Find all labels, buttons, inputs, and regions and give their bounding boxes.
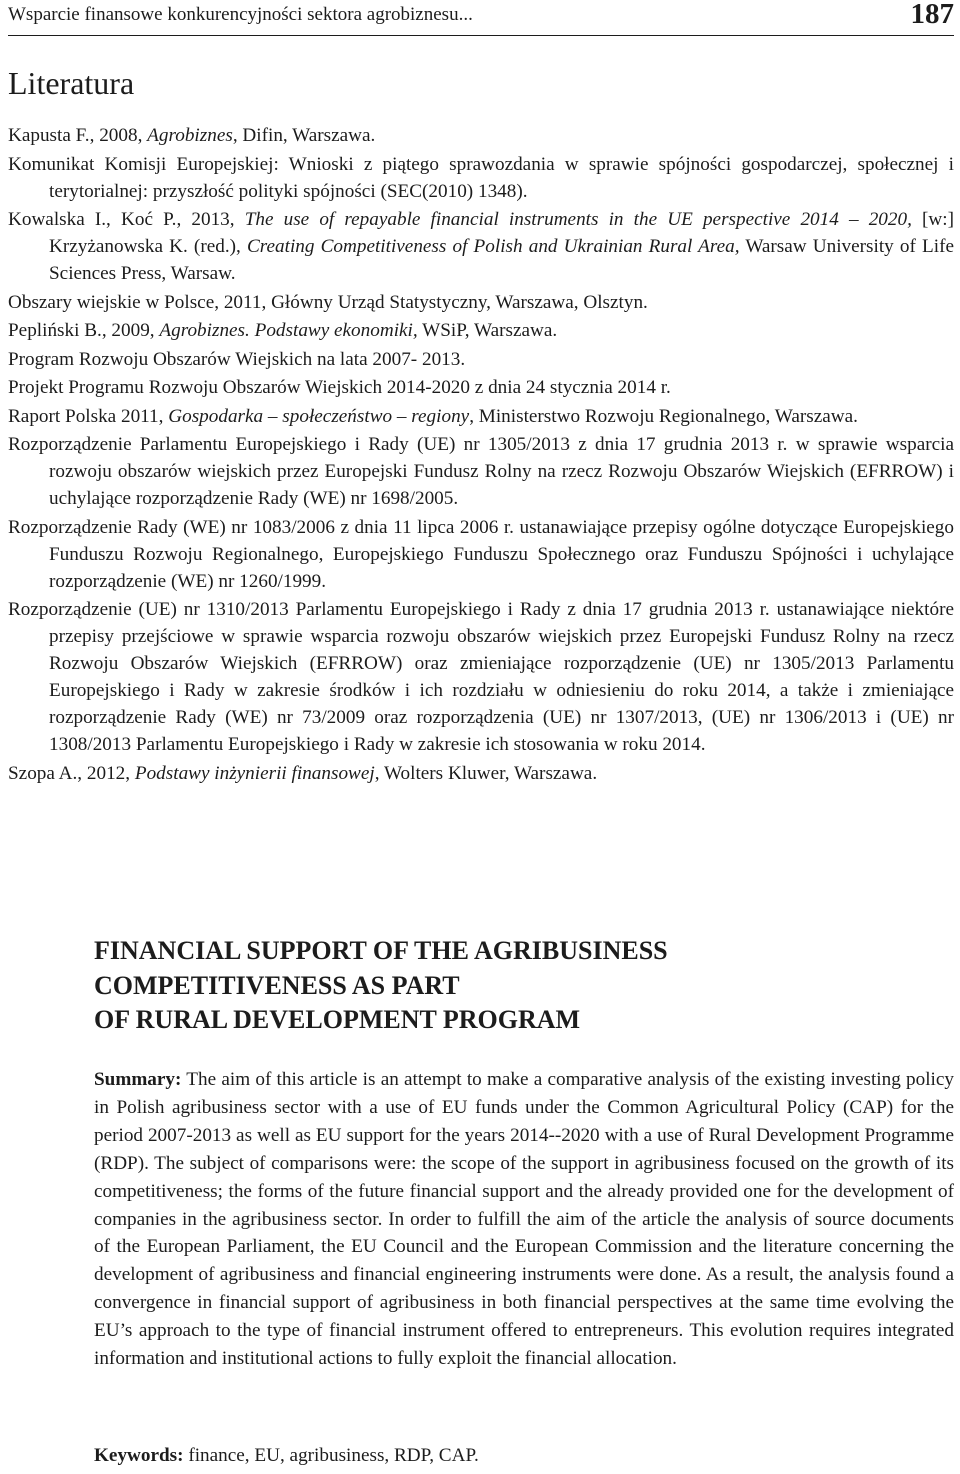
reference-item	[8, 760, 954, 787]
english-title-line: COMPETITIVENESS AS PART	[94, 970, 460, 1000]
page-number: 187	[910, 0, 954, 30]
ref-text: , Ministerstwo Rozwoju Regionalnego, Warszawa.	[469, 405, 858, 427]
keywords-line	[94, 1442, 954, 1469]
ref-text: Obszary wiejskie w Polsce, 2011, Główny Urząd Statystyczny, Warszawa, Olsztyn.	[8, 291, 648, 313]
ref-text: , Wolters Kluwer, Warszawa.	[374, 762, 598, 784]
running-title: Wsparcie finansowe konkurencyjności sektora agrobiznesu...	[8, 4, 473, 25]
summary-paragraph	[94, 1066, 954, 1373]
ref-title: Podstawy inżynierii finansowej	[134, 762, 375, 784]
ref-text: Warsaw University of Life Sciences Press, Warsaw.	[49, 236, 954, 284]
ref-title: Agrobiznes	[147, 125, 233, 146]
ref-text: WSiP, Warszawa.	[417, 320, 558, 341]
ref-title: Gospodarka – społeczeństwo – regiony	[168, 405, 470, 427]
ref-text: Rozporządzenie (UE) nr 1310/2013 Parlamentu Europejskiego i Rady z dnia 17 grudnia 2013 r. ustanawiające niektóre przepisy przejściowe w sprawie wsparcia rozwoju obszarów wiejskich przez Europejski Fundusz Rolny na rzecz Rozwoju Obszarów Wiejskich (EFRROW) oraz zmieniające rozporządzenie (UE) nr 1305/2013 Parlamentu Europejskiego i Rady w zakresie środków i ich rozdziału w odniesieniu do roku 2014, a także i zmieniające rozporządzenie Rady (WE) nr 73/2009 oraz rozporządzenia (UE) nr 1307/2013, (UE) nr 1306/2013 i (UE) nr 1308/2013 Parlamentu Europejskiego i Rady w zakresie ich stosowania w roku 2014.	[8, 599, 954, 755]
keywords-text: finance, EU, agribusiness, RDP, CAP.	[183, 1445, 479, 1466]
reference-item	[8, 317, 954, 344]
running-header	[8, 2, 954, 36]
literature-heading: Literatura	[8, 65, 135, 101]
ref-text: Rozporządzenie Rady (WE) nr 1083/2006 z dnia 11 lipca 2006 r. ustanawiające przepisy ogólne dotyczące Europejskiego Funduszu Rozwoju Regionalnego, Europejskiego Funduszu Społecznego oraz Funduszu Spójności i uchylające rozporządzenie (WE) nr 1260/1999.	[8, 516, 954, 592]
ref-text: Pepliński B., 2009,	[8, 320, 160, 341]
keywords-label: Keywords:	[94, 1445, 184, 1466]
summary-text: The aim of this article is an attempt to make a comparative analysis of the existing investing policy in Polish agribusiness sector with a use of EU funds under the Common Agricultural Policy (CAP) for the period 2007-2013 as well as EU support for the years 2014--2020 with a use of Rural Development Programme (RDP). The subject of comparisons were: the scope of the support in agribusiness focused on the growth of its competitiveness; the forms of the future financial support and the already provided one for the development of companies in the agribusiness sector. In order to fulfill the aim of the article the analysis of source documents of the European Parliament, the EU Council and the European Commission and the literature concerning the development of agribusiness and financial engineering instruments were done. As a result, the analysis found a convergence in financial support of agribusiness in both financial perspectives at the same time evolving the EU’s approach to the type of financial instrument offered to entrepreneurs. This evolution requires integrated information and institutional actions to fully exploit the financial allocation.	[94, 1069, 954, 1370]
ref-text: Rozporządzenie Parlamentu Europejskiego i Rady (UE) nr 1305/2013 z dnia 17 grudnia 2013 r. w sprawie wsparcia rozwoju obszarów wiejskich przez Europejski Fundusz Rolny na rzecz Rozwoju Obszarów Wiejskich (EFRROW) i uchylające rozporządzenie Rady (WE) nr 1698/2005.	[8, 434, 954, 509]
reference-item	[8, 431, 954, 512]
ref-text: Szopa A., 2012,	[8, 762, 135, 784]
english-title-line: FINANCIAL SUPPORT OF THE AGRIBUSINESS	[94, 936, 668, 965]
english-title	[94, 934, 954, 1038]
ref-text: Raport Polska 2011,	[8, 405, 169, 427]
reference-item	[8, 122, 954, 149]
ref-text: Kapusta F., 2008,	[8, 125, 148, 146]
reference-item	[8, 374, 954, 401]
ref-title: Creating Competitiveness of Polish and Ukrainian Rural Area,	[246, 236, 740, 257]
summary-label: Summary:	[94, 1069, 182, 1090]
ref-text: Kowalska I., Koć P., 2013,	[8, 209, 245, 230]
ref-title: Agrobiznes. Podstawy ekonomiki,	[159, 320, 418, 341]
ref-text: Komunikat Komisji Europejskiej: Wnioski z piątego sprawozdania w sprawie spójności gospodarczej, społecznej i terytorialnej: przyszłość polityki spójności (SEC(2010) 1348).	[8, 153, 954, 202]
ref-title: The use of repayable financial instruments in the UE perspective 2014 – 2020,	[244, 209, 912, 230]
ref-text: [w:] Krzyżanowska K. (red.),	[49, 209, 954, 257]
ref-text: Projekt Programu Rozwoju Obszarów Wiejskich 2014-2020 z dnia 24 stycznia 2014 r.	[8, 377, 671, 398]
reference-item	[8, 596, 954, 758]
ref-text: Program Rozwoju Obszarów Wiejskich na lata 2007- 2013.	[8, 348, 466, 370]
reference-item	[8, 514, 954, 595]
reference-item	[8, 206, 954, 287]
reference-item	[8, 151, 954, 205]
reference-item	[8, 403, 954, 430]
ref-text: , Difin, Warszawa.	[232, 125, 376, 146]
reference-list	[8, 122, 954, 788]
english-title-line: OF RURAL DEVELOPMENT PROGRAM	[94, 1005, 581, 1034]
reference-item	[8, 289, 954, 316]
reference-item	[8, 346, 954, 373]
